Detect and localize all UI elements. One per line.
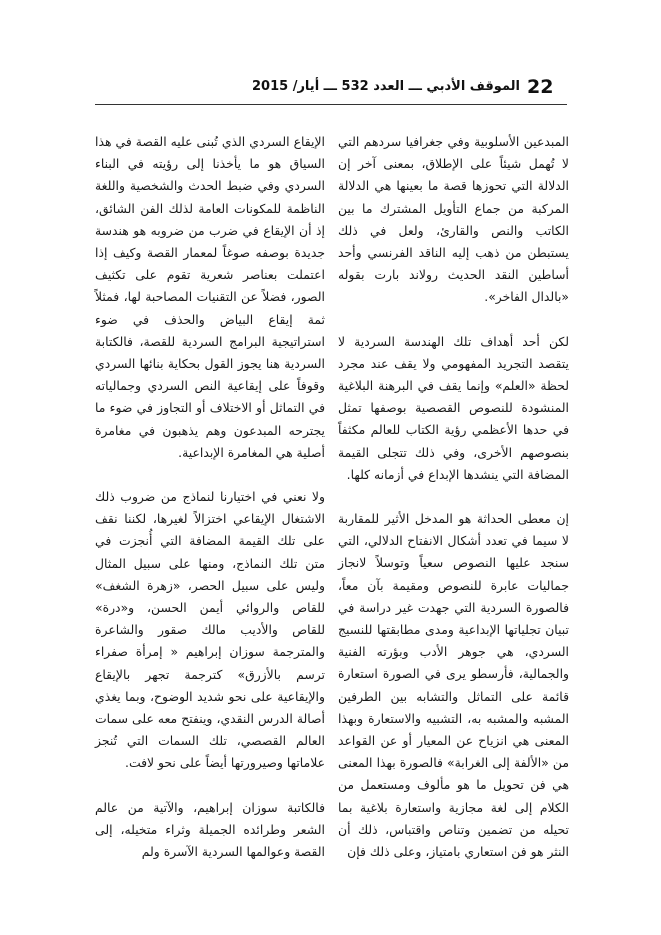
page-number: 22 [527,76,554,98]
page-header [0,70,661,106]
paragraph: المبدعين الأسلوبية وفي جغرافيا سردهم التي لا تُهمل شيئاً على الإطلاق، بمعنى آخر إن الدلالة التي تحوزها قصة ما بعينها هي الدلالة المركبة من جماع التأويل المشترك ما بين الكاتب والنص والقارئ، ولعل في ذلك يستبطن من ذهب إليه الناقد الفرنسي وأحد أساطين النقد الحديث رولاند بارت بقوله «بالدال الفاخر». [338,134,569,305]
right-column [338,131,569,863]
left-column [95,131,325,863]
paragraph: ولا نعني في اختيارنا لنماذج من ضروب ذلك الاشتغال الإيقاعي اختزالاً لغيرها، لكننا نقف على تلك القيمة المضافة التي أُنجزت في متن تلك النماذج، ومنها على سبيل المثال وليس على سبيل الحصر، «زهرة الشغف» للقاص والروائي أيمن الحسن، و«درة» للقاص والأديب مالك صقور والشاعرة والمترجمة سوزان إبراهيم « إمرأة صفراء ترسم بالأزرق» كترجمة تجهر بالإيقاع والإيقاعية على نحو شديد الوضوح، وبما يغذي أصالة الدرس النقدي، وينفتح معه على سمات العالم القصصي، تلك السمات التي تُنجز علاماتها وصيرورتها أيضاً على نحو لافت. [95,489,325,771]
paragraph: إن معطى الحداثة هو المدخل الأثير للمقاربة لا سيما في تعدد أشكال الانفتاح الدلالي، التي سنجد عليها النصوص سعياً وتوسلاً لانجاز جماليات عابرة للنصوص ومقيمة بآن معاً، فالصورة السردية التي جهدت غير دراسة في تبيان تجلياتها الإبداعية ومدى مطابقتها للنسيج السردي، هي جوهر الأدب وبؤرته الفنية والجمالية، فأرسطو يرى في الصورة استعارة قائمة على التماثل والتشابه بين الطرفين المشبه والمشبه به، التشبيه والاستعارة وبهذا المعنى هي انزياح عن المعيار أو عن القواعد من «الألفة إلى الغرابة» فالصورة بهذا المعنى هي فن تحويل ما هو مألوف ومستعمل من الكلام إلى لغة مجازية واستعارة بلاغية بما تحيله من تضمين وتناص واقتباس، ذلك أن النثر هو فن استعاري بامتياز، وعلى ذلك فإن [338,511,569,860]
running-header-title: الموقف الأدبي ـــ العدد 532 ـــ أيار/ 2015 [251,79,520,94]
paragraph: فالكاتبة سوزان إبراهيم، والآتية من عالم الشعر وطرائده الجميلة وثراء متخيله، إلى القصة وعوالمها السردية الآسرة ولم [95,799,325,860]
paragraph: الإيقاع السردي الذي تُبنى عليه القصة في هذا السياق هو ما يأخذنا إلى رؤيته في البناء السردي وفي ضبط الحدث والشخصية واللغة الناظمة للمكونات العامة لذلك الفن الشائق، إذ أن الإيقاع في ضرب من ضروبه هو هندسة جديدة بوصفه صوغاً لمعمار القصة وكيف إذا اعتملت بعناصر شعرية تقوم على تكثيف الصور، فضلاً عن التقنيات المصاحبة لها، فمثلاً ثمة إيقاع البياض والحذف في ضوء استراتيجية البرامج السردية للقصة، فالكتابة السردية هنا يجوز القول بحكاية بنائها السردي وقوفاً على إيقاعية النص السردي وجمالياته في التماثل أو الاختلاف أو التجاوز في ضوء ما يجترحه المبدعون وهم يذهبون في مغامرة أصلية هي المغامرة الإبداعية. [95,134,325,460]
header-divider [95,104,567,105]
paragraph: لكن أحد أهداف تلك الهندسة السردية لا يتقصد التجريد المفهومي ولا يقف عند مجرد لحظة «العلم» وإنما يقف في البرهنة البلاغية المنشودة للنصوص القصصية بوصفها تمثل في حدها الأعظمي رؤية الكتاب للعالم مكثفاً بنصوصهم الأخرى، وفي ذلك تتجلى القيمة المضافة التي ينشدها الإبداع في أزمانه كلها. [338,333,569,482]
